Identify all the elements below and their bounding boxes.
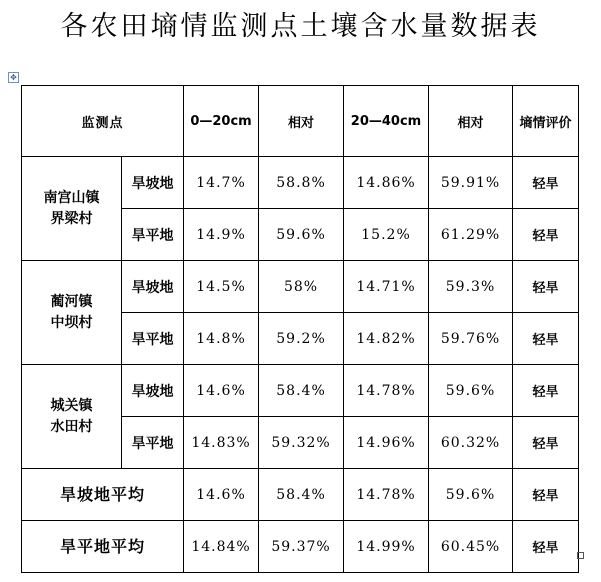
moisture-20-40: 14.82%	[344, 313, 429, 365]
evaluation: 轻旱	[513, 469, 579, 521]
moisture-0-20: 14.8%	[184, 313, 259, 365]
relative-20-40: 59.76%	[429, 313, 513, 365]
land-type: 旱坡地	[122, 157, 184, 209]
site-line1: 蔺河镇	[50, 293, 93, 310]
moisture-20-40: 14.71%	[344, 261, 429, 313]
site-line1: 南宫山镇	[43, 189, 100, 206]
relative-0-20: 59.37%	[259, 521, 344, 573]
relative-20-40: 60.45%	[429, 521, 513, 573]
table-resize-handle[interactable]	[577, 552, 584, 559]
relative-0-20: 58.4%	[259, 469, 344, 521]
relative-0-20: 59.2%	[259, 313, 344, 365]
relative-0-20: 59.6%	[259, 209, 344, 261]
evaluation: 轻旱	[513, 521, 579, 573]
header-site: 监测点	[22, 86, 184, 157]
average-label: 旱坡地平均	[22, 469, 184, 521]
moisture-20-40: 14.96%	[344, 417, 429, 469]
header-relative-2: 相对	[429, 86, 513, 157]
moisture-20-40: 14.86%	[344, 157, 429, 209]
moisture-0-20: 14.6%	[184, 365, 259, 417]
moisture-0-20: 14.5%	[184, 261, 259, 313]
land-type: 旱平地	[122, 209, 184, 261]
table-move-handle-icon[interactable]: ✥	[8, 72, 19, 83]
relative-0-20: 58.8%	[259, 157, 344, 209]
average-row	[22, 469, 579, 521]
header-depth-20-40: 20—40cm	[344, 86, 429, 157]
moisture-20-40: 15.2%	[344, 209, 429, 261]
land-type: 旱坡地	[122, 365, 184, 417]
land-type: 旱平地	[122, 417, 184, 469]
relative-20-40: 59.91%	[429, 157, 513, 209]
table-row	[22, 261, 579, 313]
average-row	[22, 521, 579, 573]
site-line2: 水田村	[50, 418, 93, 435]
page-title: 各农田墒情监测点土壤含水量数据表	[60, 11, 541, 42]
header-depth-0-20: 0—20cm	[184, 86, 259, 157]
evaluation: 轻旱	[513, 313, 579, 365]
header-relative-1: 相对	[259, 86, 344, 157]
land-type: 旱平地	[122, 313, 184, 365]
header-evaluation: 墒情评价	[513, 86, 579, 157]
moisture-20-40: 14.78%	[344, 365, 429, 417]
moisture-0-20: 14.9%	[184, 209, 259, 261]
moisture-0-20: 14.6%	[184, 469, 259, 521]
soil-moisture-table	[21, 85, 579, 573]
evaluation: 轻旱	[513, 157, 579, 209]
table-row	[22, 365, 579, 417]
site-cell	[22, 157, 122, 261]
relative-0-20: 59.32%	[259, 417, 344, 469]
site-line1: 城关镇	[50, 397, 93, 414]
moisture-0-20: 14.83%	[184, 417, 259, 469]
relative-0-20: 58%	[259, 261, 344, 313]
relative-20-40: 60.32%	[429, 417, 513, 469]
moisture-20-40: 14.78%	[344, 469, 429, 521]
relative-20-40: 59.6%	[429, 469, 513, 521]
site-line2: 界梁村	[50, 210, 93, 227]
evaluation: 轻旱	[513, 417, 579, 469]
site-cell	[22, 365, 122, 469]
land-type: 旱坡地	[122, 261, 184, 313]
evaluation: 轻旱	[513, 261, 579, 313]
moisture-0-20: 14.7%	[184, 157, 259, 209]
moisture-0-20: 14.84%	[184, 521, 259, 573]
table-header-row	[22, 86, 579, 157]
site-cell	[22, 261, 122, 365]
average-label: 旱平地平均	[22, 521, 184, 573]
relative-0-20: 58.4%	[259, 365, 344, 417]
relative-20-40: 59.3%	[429, 261, 513, 313]
table-row	[22, 157, 579, 209]
site-line2: 中坝村	[50, 314, 93, 331]
moisture-20-40: 14.99%	[344, 521, 429, 573]
relative-20-40: 59.6%	[429, 365, 513, 417]
evaluation: 轻旱	[513, 365, 579, 417]
relative-20-40: 61.29%	[429, 209, 513, 261]
evaluation: 轻旱	[513, 209, 579, 261]
